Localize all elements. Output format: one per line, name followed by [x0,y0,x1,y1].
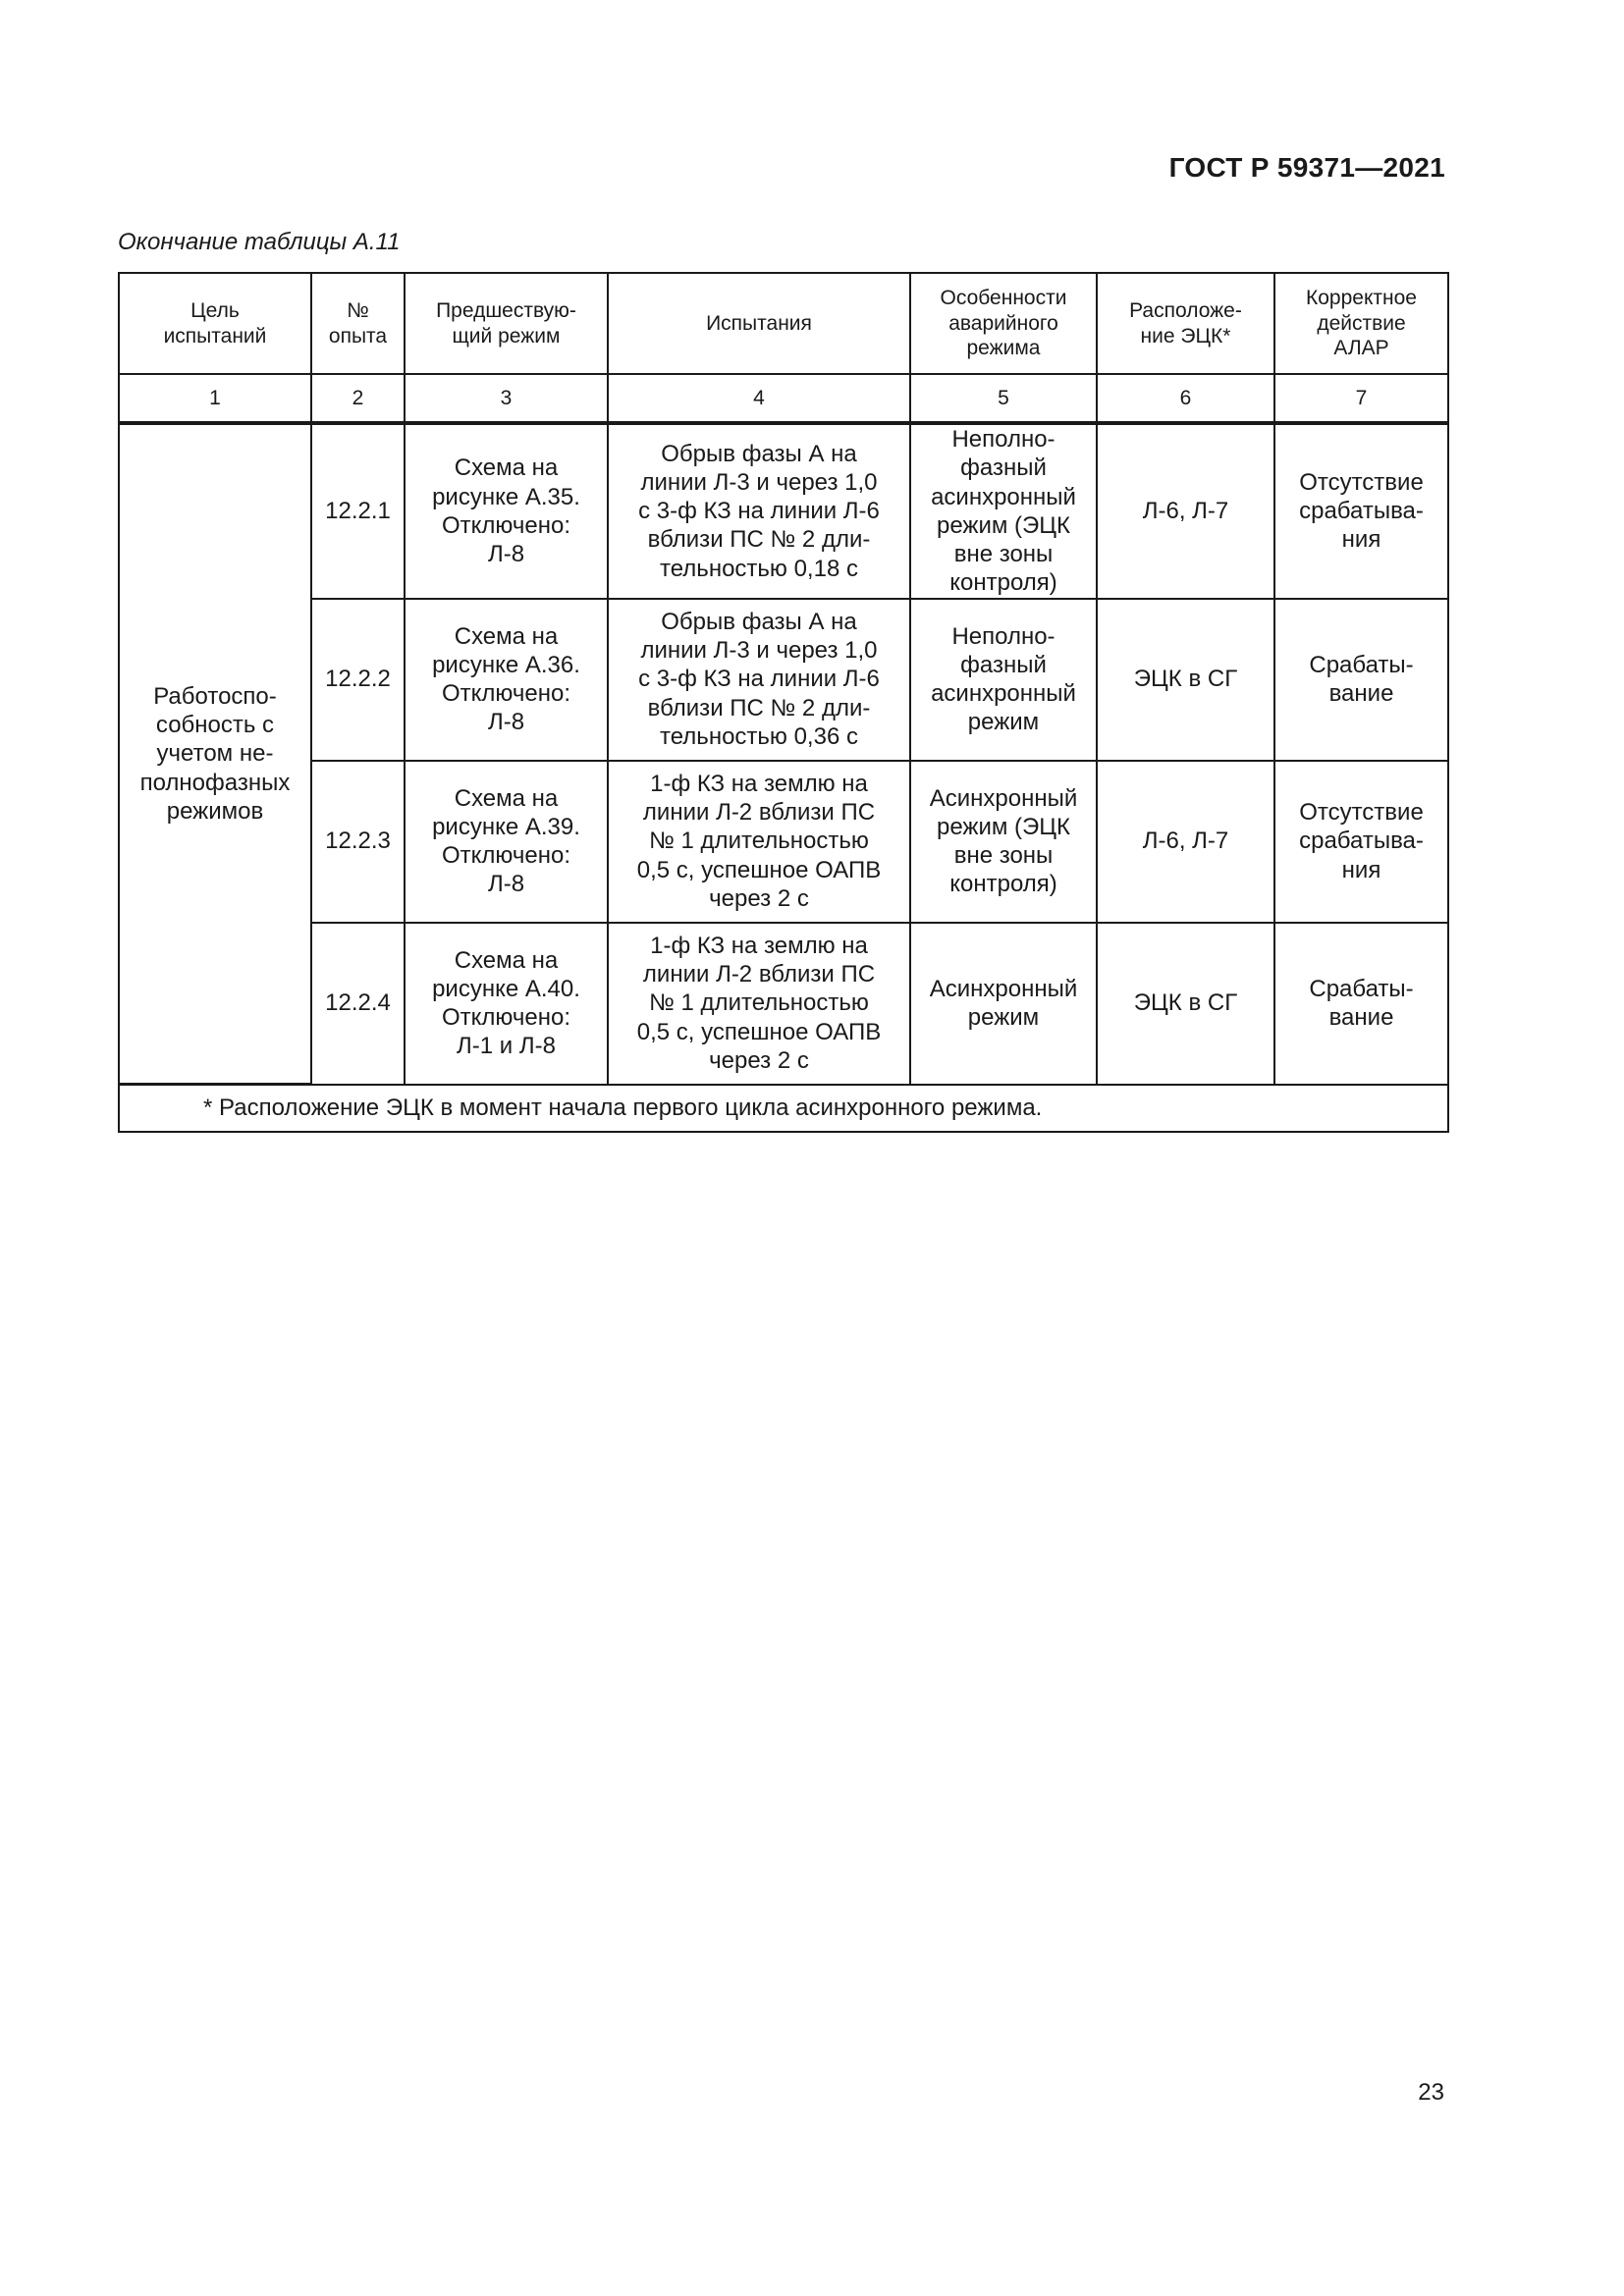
column-number-row [119,374,1448,423]
header-previous-mode: Предшествую- щий режим [405,273,608,374]
test-cell: Обрыв фазы А на линии Л-3 и через 1,0 с 3-ф КЗ на линии Л-6 вблизи ПС № 2 дли- тельностью 0,36 с [608,599,910,761]
test-cell: 1-ф КЗ на землю на линии Л-2 вблизи ПС № 1 длительностью 0,5 с, успешное ОАПВ через 2 с [608,761,910,923]
action-cell: Отсутствие срабатыва- ния [1274,761,1448,923]
location-cell: Л-6, Л-7 [1097,761,1274,923]
table-row [119,423,1448,599]
header-location: Расположе- ние ЭЦК* [1097,273,1274,374]
emergency-features-cell: Асинхронный режим [910,923,1097,1085]
location-cell: Л-6, Л-7 [1097,423,1274,599]
footnote-row [119,1085,1448,1133]
experiment-number: 12.2.4 [311,923,405,1085]
column-number: 4 [608,374,910,423]
goal-cell: Работоспо- собность с учетом не- полнофазных режимов [119,423,311,1085]
header-test: Испытания [608,273,910,374]
emergency-features-cell: Неполно- фазный асинхронный режим [910,599,1097,761]
emergency-features-cell: Асинхронный режим (ЭЦК вне зоны контроля) [910,761,1097,923]
column-number: 5 [910,374,1097,423]
test-table [118,272,1449,1133]
location-cell: ЭЦК в СГ [1097,599,1274,761]
table-header-row [119,273,1448,374]
table-row [119,599,1448,761]
page-number: 23 [1418,2079,1444,2106]
column-number: 1 [119,374,311,423]
header-action: Корректное действие АЛАР [1274,273,1448,374]
document-code: ГОСТ Р 59371—2021 [1168,152,1445,183]
table-caption: Окончание таблицы А.11 [118,229,401,255]
location-cell: ЭЦК в СГ [1097,923,1274,1085]
action-cell: Срабаты- вание [1274,599,1448,761]
emergency-features-cell: Неполно- фазный асинхронный режим (ЭЦК вне зоны контроля) [910,423,1097,599]
experiment-number: 12.2.1 [311,423,405,599]
test-cell: 1-ф КЗ на землю на линии Л-2 вблизи ПС № 1 длительностью 0,5 с, успешное ОАПВ через 2 с [608,923,910,1085]
column-number: 7 [1274,374,1448,423]
previous-mode-cell: Схема на рисунке А.35. Отключено: Л-8 [405,423,608,599]
column-number: 2 [311,374,405,423]
column-number: 3 [405,374,608,423]
footnote: * Расположение ЭЦК в момент начала первого цикла асинхронного режима. [119,1085,1448,1133]
table-row [119,923,1448,1085]
experiment-number: 12.2.2 [311,599,405,761]
header-number: № опыта [311,273,405,374]
header-emergency-features: Особенности аварийного режима [910,273,1097,374]
header-goal: Цель испытаний [119,273,311,374]
previous-mode-cell: Схема на рисунке А.36. Отключено: Л-8 [405,599,608,761]
previous-mode-cell: Схема на рисунке А.39. Отключено: Л-8 [405,761,608,923]
experiment-number: 12.2.3 [311,761,405,923]
previous-mode-cell: Схема на рисунке А.40. Отключено: Л-1 и Л-8 [405,923,608,1085]
action-cell: Отсутствие срабатыва- ния [1274,423,1448,599]
action-cell: Срабаты- вание [1274,923,1448,1085]
column-number: 6 [1097,374,1274,423]
table-row [119,761,1448,923]
test-cell: Обрыв фазы А на линии Л-3 и через 1,0 с 3-ф КЗ на линии Л-6 вблизи ПС № 2 дли- тельностью 0,18 с [608,423,910,599]
